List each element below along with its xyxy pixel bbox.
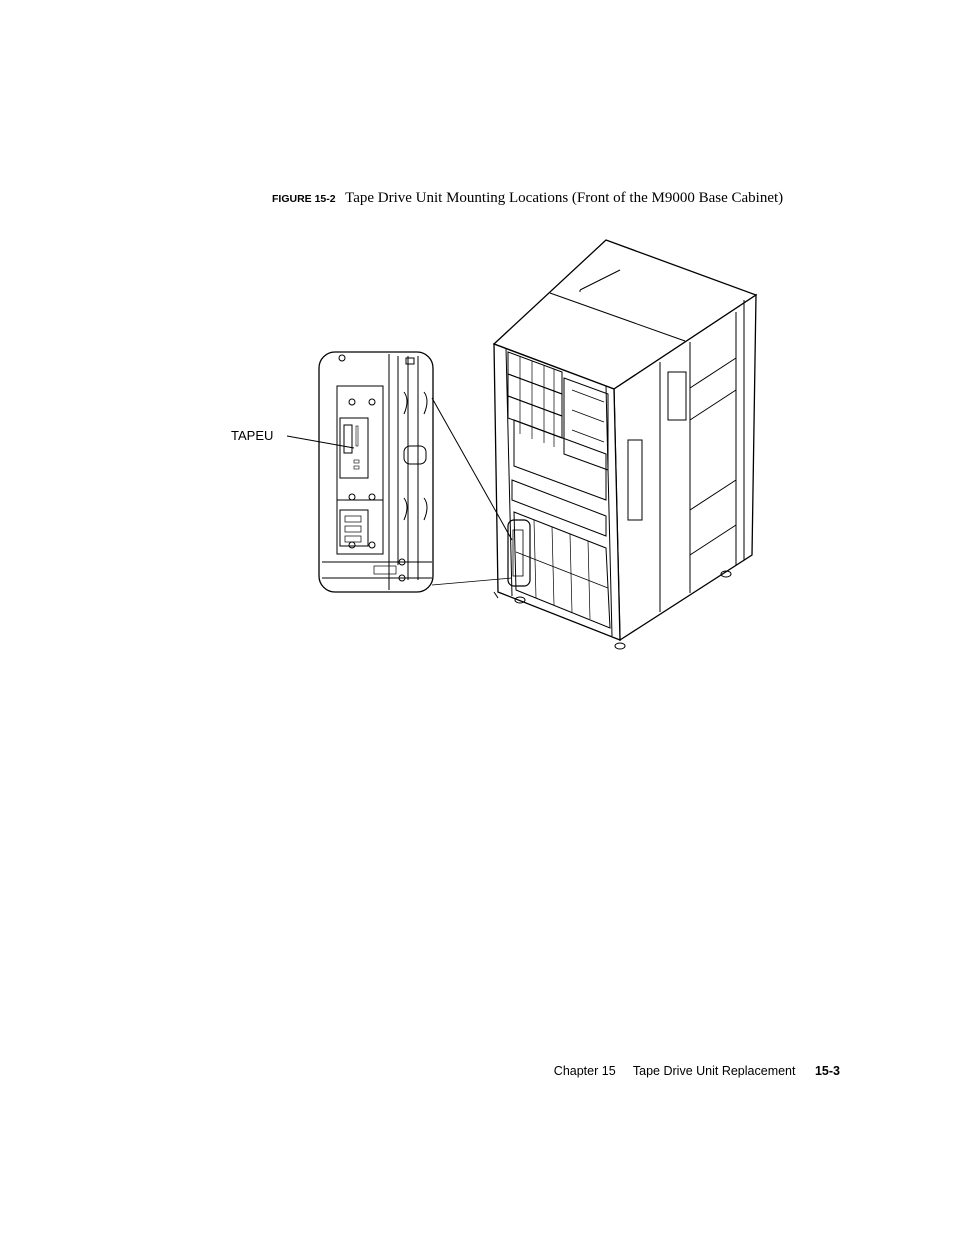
footer-section: Tape Drive Unit Replacement [632,1064,796,1078]
page-number: 15-3 [814,1064,840,1078]
figure-label: FIGURE 15-2 [272,193,336,205]
cabinet-drawing [494,240,756,649]
footer-chapter: Chapter 15 [553,1064,616,1078]
callout-label: TAPEU [231,428,274,443]
detail-view [319,352,433,592]
page-footer [554,1064,840,1078]
figure-title: Tape Drive Unit Mounting Locations (Front of the M9000 Base Cabinet) [345,190,784,206]
